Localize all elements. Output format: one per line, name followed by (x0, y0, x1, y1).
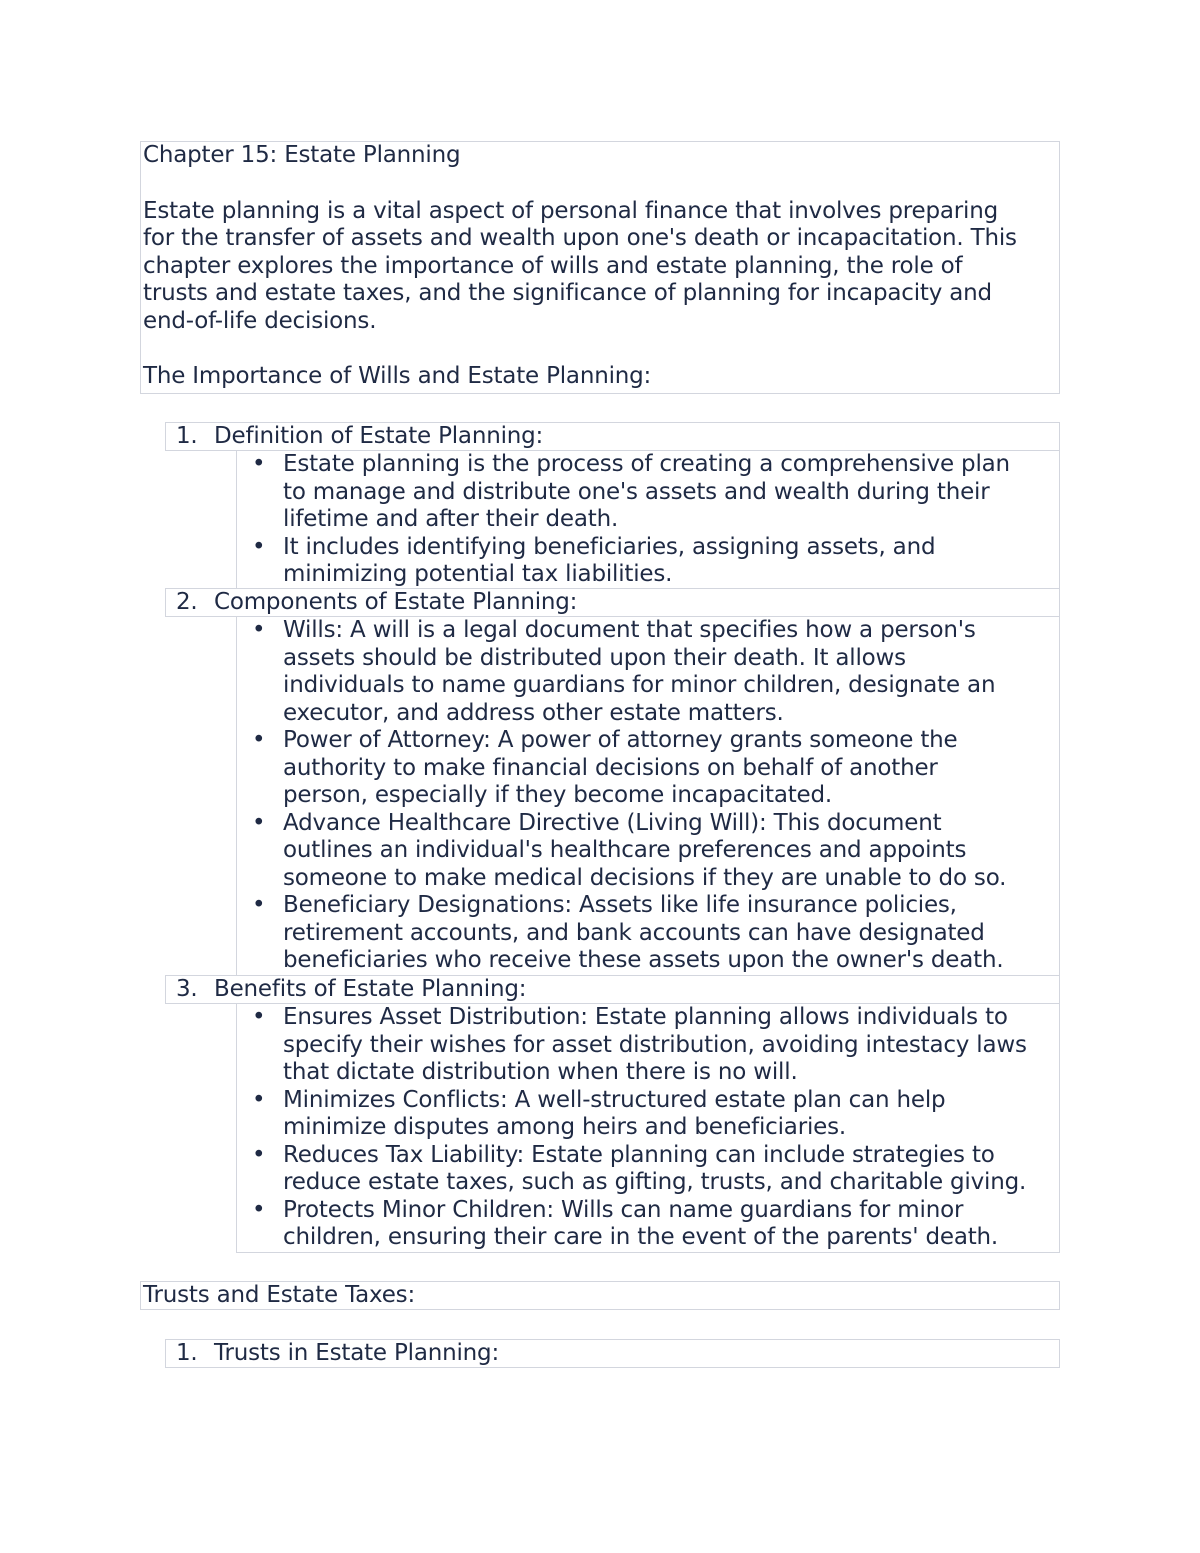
item-number: 2. (176, 589, 198, 615)
bullet-text: Protects Minor Children: Wills can name guardians for minor (283, 1196, 964, 1223)
bullet-text: lifetime and after their death. (283, 506, 619, 532)
item-number: 3. (176, 976, 198, 1002)
list-item (237, 1087, 1059, 1142)
bullet-icon: • (252, 533, 266, 560)
bullet-list (236, 450, 1060, 589)
bullet-text: It includes identifying beneficiaries, assigning assets, and (283, 533, 936, 560)
item-heading: Benefits of Estate Planning: (214, 976, 527, 1002)
item-number: 1. (176, 1340, 198, 1366)
list-item (237, 451, 1059, 534)
list-item (237, 617, 1059, 727)
bullet-text: individuals to name guardians for minor children, designate an (283, 672, 996, 698)
numbered-item-heading (165, 422, 1060, 451)
numbered-item-heading (165, 1339, 1060, 1368)
bullet-text: executor, and address other estate matters. (283, 699, 784, 726)
list-item (237, 534, 1059, 589)
bullet-text: assets should be distributed upon their death. It allows (283, 644, 906, 671)
list-item (237, 1004, 1059, 1087)
intro-paragraph-line: for the transfer of assets and wealth upon one's death or incapacitation. This (143, 225, 1017, 251)
bullet-icon: • (252, 1196, 266, 1223)
bullet-icon: • (252, 809, 266, 836)
numbered-item-heading (165, 588, 1060, 617)
bullet-text: Wills: A will is a legal document that specifies how a person's (283, 617, 976, 643)
bullet-list (236, 1003, 1060, 1253)
bullet-text: authority to make financial decisions on behalf of another (283, 754, 938, 781)
bullet-icon: • (252, 1086, 266, 1113)
bullet-icon: • (252, 892, 266, 918)
bullet-text: Beneficiary Designations: Assets like life insurance policies, (283, 892, 957, 918)
bullet-icon: • (252, 1004, 266, 1030)
section-heading-text: Trusts and Estate Taxes: (143, 1282, 416, 1308)
list-item (237, 727, 1059, 810)
bullet-list (236, 616, 1060, 976)
bullet-icon: • (252, 1141, 266, 1168)
bullet-icon: • (252, 451, 266, 477)
intro-paragraph-line: chapter explores the importance of wills and estate planning, the role of (143, 252, 963, 279)
intro-paragraph-line: Estate planning is a vital aspect of personal finance that involves preparing (143, 197, 999, 224)
bullet-text: children, ensuring their care in the event of the parents' death. (283, 1224, 999, 1250)
bullet-text: Estate planning is the process of creating a comprehensive plan (283, 451, 1010, 477)
numbered-item-heading (165, 975, 1060, 1004)
bullet-text: Minimizes Conflicts: A well-structured estate plan can help (283, 1086, 946, 1113)
section-heading (140, 1281, 1060, 1310)
bullet-text: Ensures Asset Distribution: Estate planning allows individuals to (283, 1004, 1008, 1030)
intro-paragraph-line: end-of-life decisions. (143, 307, 377, 334)
list-item (237, 810, 1059, 893)
bullet-text: minimize disputes among heirs and beneficiaries. (283, 1114, 846, 1140)
section-heading: The Importance of Wills and Estate Planning: (143, 363, 652, 389)
bullet-text: to manage and distribute one's assets and wealth during their (283, 478, 990, 505)
bullet-text: someone to make medical decisions if they are unable to do so. (283, 864, 1007, 891)
intro-block (140, 141, 1060, 394)
bullet-text: minimizing potential tax liabilities. (283, 561, 673, 587)
bullet-text: outlines an individual's healthcare preferences and appoints (283, 837, 967, 863)
list-item (237, 1142, 1059, 1197)
bullet-icon: • (252, 617, 266, 643)
list-item (237, 1197, 1059, 1252)
bullet-text: retirement accounts, and bank accounts can have designated (283, 919, 985, 946)
bullet-text: Reduces Tax Liability: Estate planning can include strategies to (283, 1141, 995, 1168)
bullet-text: Power of Attorney: A power of attorney grants someone the (283, 727, 958, 753)
item-number: 1. (176, 423, 198, 449)
item-heading: Definition of Estate Planning: (214, 423, 544, 449)
bullet-text: specify their wishes for asset distribution, avoiding intestacy laws (283, 1031, 1027, 1058)
bullet-icon: • (252, 727, 266, 753)
list-item (237, 892, 1059, 975)
item-heading: Components of Estate Planning: (214, 589, 578, 615)
bullet-text: reduce estate taxes, such as gifting, trusts, and charitable giving. (283, 1169, 1027, 1195)
intro-paragraph-line: trusts and estate taxes, and the significance of planning for incapacity and (143, 280, 992, 306)
item-heading: Trusts in Estate Planning: (214, 1340, 500, 1366)
bullet-text: person, especially if they become incapacitated. (283, 782, 833, 808)
bullet-text: that dictate distribution when there is no will. (283, 1059, 798, 1085)
bullet-text: Advance Healthcare Directive (Living Will): This document (283, 809, 942, 836)
bullet-text: beneficiaries who receive these assets upon the owner's death. (283, 947, 1004, 973)
chapter-title: Chapter 15: Estate Planning (143, 142, 461, 168)
